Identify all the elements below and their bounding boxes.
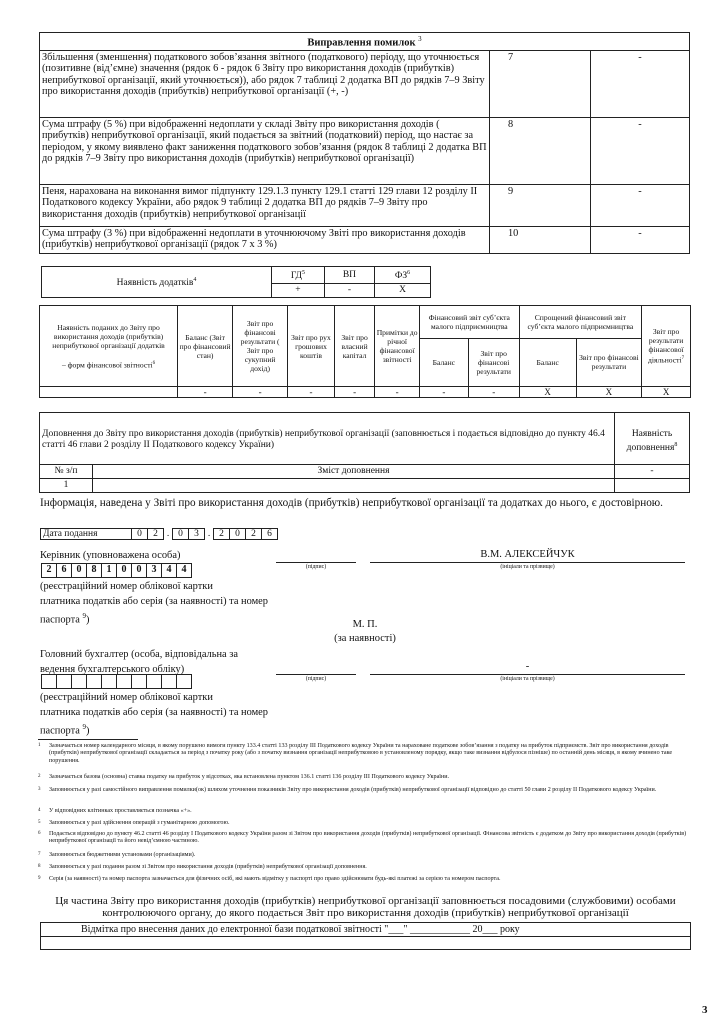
head-note: (реєстраційний номер облікової картки платника податків або серія (за наявності) та номер паспорта $^9$) xyxy=(40,581,268,626)
row-text: Сума штрафу (5 %) при відображенні недоплати у складі Звіту про використання доходів ( прибутків) неприбуткової організації, який подається за звітний (податковий) період, що настає за періодом, у якому виявлено факт заниження податкового зобов’язання (рядок 8 таблиці 2 додатка ВП до рядків 7–9 Звіту про використання доходів (прибутків) неприбуткової організації) xyxy=(40,117,490,184)
row-number: 1 xyxy=(40,479,93,493)
info-statement: Інформація, наведена у Звіті про використання доходів (прибутків) неприбуткової організації та додатках до нього, є достовірною. xyxy=(40,497,663,509)
tax-id-cell[interactable]: 6 xyxy=(57,564,72,578)
row-value: - xyxy=(591,226,690,253)
row-text: Пеня, нарахована на виконання вимог підпункту 129.1.3 пункту 129.1 статті 129 глави 12 розділу II Податкового кодексу України, або рядок 9 таблиці 2 додатка ВП до рядків 7–9 Звіту про використання доходів (прибутків) неприбуткової організації xyxy=(40,184,490,226)
date-cell[interactable]: 2 xyxy=(214,529,230,540)
head-name: В.М. АЛЕКСЕЙЧУК xyxy=(480,549,575,560)
head-signature-line xyxy=(276,562,356,563)
fin-value: - xyxy=(288,387,335,398)
footnote-divider xyxy=(38,739,138,740)
tax-id-cell[interactable]: 0 xyxy=(72,564,87,578)
fin-row-label: Наявність поданих до Звіту про використання доходів (прибутків) неприбуткової організації додатків – форм фінансової звітності$^6$ xyxy=(40,306,178,387)
tax-id-cell[interactable]: 4 xyxy=(162,564,177,578)
attachments-table xyxy=(41,266,431,298)
accountant-signature-line xyxy=(276,674,356,675)
fin-value: Х xyxy=(642,387,691,398)
fin-value: - xyxy=(178,387,233,398)
footnote: 3 Заповнюється у разі самостійного виправлення помилки(ок) шляхом уточнення показників Звіту про використання доходів (прибутків) неприбуткової організації відповідно до статті 50 глави 2 розділу II Податкового кодексу України. xyxy=(38,787,657,793)
date-cell[interactable]: 0 xyxy=(132,529,148,540)
row-text: Збільшення (зменшення) податкового зобов’язання звітного (податкового) періоду, що уточнюється (позитивне (від’ємне) значення (рядок 6 - рядок 6 Звіту про використання доходів (прибутків) неприбуткової організації, який уточнюється)), або рядок 7 таблиці 2 додатка ВП до рядків 7–9 Звіту про використання доходів (прибутків) неприбуткової організації (+, -) xyxy=(40,50,490,117)
row-text: Сума штрафу (3 %) при відображенні недоплати в уточнюючому Звіті про використання доходів (прибутків) неприбуткової організації (рядок 7 х 3 %) xyxy=(40,226,490,253)
date-separator: . xyxy=(207,528,211,539)
official-use-note: Ця частина Звіту про використання доходів (прибутків) неприбуткової організації заповнюється посадовими (службовими) особами контролюючого органу, до якого подається Звіт про використання доходів (прибутків) неприбуткової організації xyxy=(55,895,676,919)
accountant-signature-label: (підпис) xyxy=(305,676,327,682)
date-cell[interactable]: 2 xyxy=(148,529,164,540)
head-signature-label: (підпис) xyxy=(305,564,327,570)
tax-id-cell[interactable]: 0 xyxy=(132,564,147,578)
footnote: 5 Заповнюється у разі здійснення операцій з гуманітарною допомогою. xyxy=(38,820,230,826)
supplements-availability: Наявність доповнення$^8$ xyxy=(615,413,690,465)
row-number: 7 xyxy=(490,50,591,117)
row-value: - xyxy=(591,184,690,226)
footnote: 1 Зазначається номер календарного місяця, в якому порушено вимоги пункту 133.4 статті 133 розділу III Податкового кодексу України та нараховане податкове зобов’язання з податку на прибуток підприємств. Звіт про використання доходів (прибутків) неприбуткової організації складається за період з початку року (або з початку визнання організації неприбутковою в установленому порядку, якщо таке визнання відбулося пізніше) по останній день місяця, в якому вчинено таке порушення. xyxy=(38,743,673,764)
fin-value: - xyxy=(468,387,519,398)
tax-id-cell[interactable]: 2 xyxy=(42,564,57,578)
tax-id-cell[interactable] xyxy=(132,675,147,689)
tax-id-cell[interactable] xyxy=(42,675,57,689)
row-number: 10 xyxy=(490,226,591,253)
fin-simple-group: Спрощений фінансовий звіт суб’єкта малого підприємництва xyxy=(519,306,642,339)
fin-col-head: Звіт про фінансові результати ( Звіт про сукупний дохід) xyxy=(233,306,288,387)
fin-value: - xyxy=(233,387,288,398)
fin-value: Х xyxy=(519,387,576,398)
row-number: 8 xyxy=(490,117,591,184)
row-value: - xyxy=(591,50,690,117)
attachment-col-vp: ВП xyxy=(324,267,374,284)
supplements-table xyxy=(39,412,690,493)
stamp-place: М. П. (за наявності) xyxy=(334,619,396,644)
accountant-tax-id xyxy=(41,674,192,689)
financial-reports-table xyxy=(39,305,691,398)
submission-date xyxy=(40,528,278,540)
date-cell[interactable]: 0 xyxy=(230,529,246,540)
attachment-col-gd: $ГД^5$ xyxy=(272,267,325,284)
accountant-name-label: (ініціали та прізвище) xyxy=(500,676,555,682)
fin-value: - xyxy=(334,387,374,398)
attachment-value: - xyxy=(324,284,374,298)
row-value: - xyxy=(591,117,690,184)
fin-value: - xyxy=(375,387,420,398)
footnote: 8 Заповнюється у разі подання разом зі Звітом про використання доходів (прибутків) неприбуткової організації доповнення. xyxy=(38,864,367,870)
head-title: Керівник (уповноважена особа) xyxy=(40,550,181,561)
fin-col-head: Баланс (Звіт про фінансовий стан) xyxy=(178,306,233,387)
row-number: 9 xyxy=(490,184,591,226)
footnote: 9 Серія (за наявності) та номер паспорта зазначається для фізичних осіб, які мають відмітку у паспорті про право здійснювати будь-які платежі за серією та номером паспорта. xyxy=(38,876,501,882)
attachment-col-fz: $ФЗ^6$ xyxy=(375,267,431,284)
table-row xyxy=(40,226,690,253)
fin-col-head: Звіт про рух грошових коштів xyxy=(288,306,335,387)
table-row xyxy=(40,50,690,117)
db-entry-table xyxy=(40,922,691,950)
footnote: 2 Зазначається базова (основна) ставка податку на прибуток у відсотках, яка встановлена пунктом 136.1 статті 136 розділу III Податкового кодексу України. xyxy=(38,774,450,780)
supplement-value: - xyxy=(615,465,690,479)
head-name-line xyxy=(370,562,685,563)
table-row xyxy=(40,184,690,226)
accountant-name: - xyxy=(525,661,530,672)
fin-col-head: Звіт про фінансові результати xyxy=(468,338,519,386)
tax-id-cell[interactable] xyxy=(147,675,162,689)
tax-id-cell[interactable] xyxy=(72,675,87,689)
db-entry-blank xyxy=(41,937,691,950)
fin-last-col: Звіт про результати фінансової діяльності$^7$ xyxy=(642,306,691,387)
corrections-title: Виправлення помилок $^3$ xyxy=(40,33,690,51)
accountant-title: Головний бухгалтер (особа, відповідальна за ведення бухгалтерського обліку) xyxy=(40,649,238,675)
attachment-value: Х xyxy=(375,284,431,298)
date-cell[interactable]: 3 xyxy=(189,529,205,540)
fin-value xyxy=(40,387,178,398)
page-number: 3 xyxy=(702,1004,708,1016)
footnote: 6 Подається відповідно до пункту 46.2 статті 46 розділу I Податкового кодексу України разом зі Звітом про використання доходів (прибутків) неприбуткової організації. Фінансова звітність є додатком до Звіту про використання доходів (прибутків) неприбуткової організації та його невід’ємною частиною. xyxy=(38,831,687,845)
fin-value: Х xyxy=(576,387,641,398)
accountant-note: (реєстраційний номер облікової картки платника податків або серія (за наявності) та номер паспорта $^9$) xyxy=(40,692,268,737)
tax-id-cell[interactable]: 0 xyxy=(117,564,132,578)
fin-small-group: Фінансовий звіт суб’єкта малого підприємництва xyxy=(419,306,519,339)
fin-col-head: Звіт про фінансові результати xyxy=(576,338,641,386)
tax-id-cell[interactable]: 3 xyxy=(147,564,162,578)
table-row xyxy=(40,117,690,184)
tax-id-cell[interactable]: 4 xyxy=(177,564,192,578)
head-tax-id xyxy=(41,563,192,578)
tax-id-cell[interactable] xyxy=(57,675,72,689)
row-content xyxy=(93,479,615,493)
row-empty xyxy=(615,479,690,493)
fin-col-head: Звіт про власний капітал xyxy=(334,306,374,387)
supplements-title: Доповнення до Звіту про використання доходів (прибутків) неприбуткової організації (заповнюється і подається відповідно до пункту 46.4 статті 46 глави 2 розділу II Податкового кодексу України) xyxy=(40,413,615,465)
date-cell[interactable]: 0 xyxy=(173,529,189,540)
footnote: 7 Заповнюється бюджетними установами (організаціями). xyxy=(38,852,196,858)
tax-id-cell[interactable]: 8 xyxy=(87,564,102,578)
tax-id-cell[interactable] xyxy=(102,675,117,689)
attachment-value: + xyxy=(272,284,325,298)
head-name-label: (ініціали та прізвище) xyxy=(500,564,555,570)
fin-value: - xyxy=(419,387,468,398)
corrections-table xyxy=(39,32,690,254)
date-cell[interactable]: 2 xyxy=(246,529,262,540)
db-entry-text: Відмітка про внесення даних до електронної бази податкової звітності "___" ____________ 20___ року xyxy=(41,923,691,937)
fin-col-head: Баланс xyxy=(419,338,468,386)
footnote: 4 У відповідних клітинках проставляється позначка «+». xyxy=(38,808,192,814)
fin-col-head: Примітки до річної фінансової звітності xyxy=(375,306,420,387)
col-num-header: № з/п xyxy=(40,465,93,479)
fin-col-head: Баланс xyxy=(519,338,576,386)
col-content-header: Зміст доповнення xyxy=(93,465,615,479)
attachments-label: Наявність додатків$^4$ xyxy=(42,267,272,298)
tax-id-cell[interactable] xyxy=(117,675,132,689)
accountant-name-line xyxy=(370,674,685,675)
date-label: Дата подання xyxy=(41,529,132,540)
date-separator: . xyxy=(166,528,170,539)
date-cell[interactable]: 6 xyxy=(262,529,278,540)
tax-id-cell[interactable] xyxy=(162,675,177,689)
tax-id-cell[interactable] xyxy=(177,675,192,689)
tax-id-cell[interactable]: 1 xyxy=(102,564,117,578)
tax-id-cell[interactable] xyxy=(87,675,102,689)
